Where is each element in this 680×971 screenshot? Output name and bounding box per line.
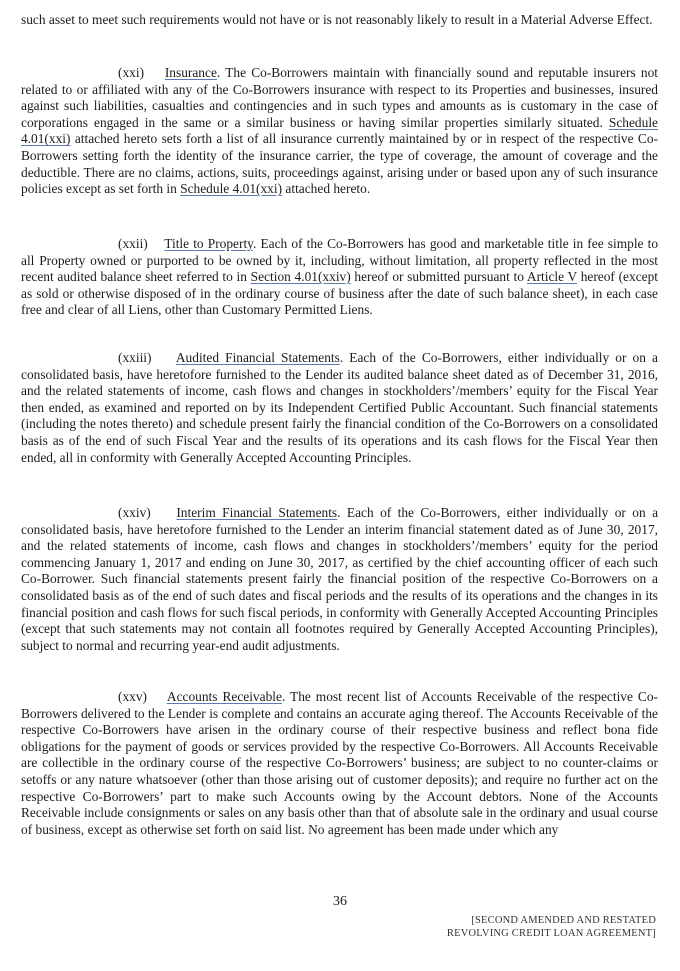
section-interim-financial-statements — [21, 505, 658, 654]
continuation-paragraph — [21, 12, 658, 29]
section-text: . The most recent list of Accounts Receivable of the respective Co-Borrowers delivered to the Lender is complete and contains an accurate aging thereof. The Accounts Receivable of the respective Co-Borrowers have arisen in the ordinary course of their respective business and reflect bona fide obligations for the payment of goods or services provided by the respective Co-Borrowers. All Accounts Receivable are collectible in the ordinary course of the respective Co-Borrowers’ business; are subject to no counter-claims or setoffs or any nature whatsoever (other than those arising out of customer deposits); and require no further act on the respective Co-Borrowers’ part to make such Accounts owing by the Account debtors. None of the Accounts Receivable include consignments or sales on any basis other than that of absolute sale in the ordinary and usual course of business, except as otherwise set forth on said list. No agreement has been made under which any — [21, 689, 659, 837]
section-number: (xxii) — [118, 236, 148, 251]
footer-line-2: REVOLVING CREDIT LOAN AGREEMENT] — [446, 928, 656, 939]
section-number: (xxiv) — [118, 505, 151, 520]
section-text: attached hereto sets forth a list of all insurance currently maintained by or in respect of the respective Co-Borrowers setting forth the identity of the insurance carrier, the type of coverage, the amount of coverage and the deductible. There are no claims, actions, suits, proceedings against, arising under or based upon any of such insurance policies except as set forth in — [21, 131, 658, 197]
section-insurance — [21, 65, 658, 198]
continuation-text: such asset to meet such requirements would not have or is not reasonably likely to result in a Material Adverse Effect. — [21, 12, 653, 27]
section-text: . The Co-Borrowers maintain with financially sound and reputable insurers not related to or affiliated with any of the Co-Borrowers insurance with respect to its Properties and businesses, insured against such liabilities, casualties and contingencies and in such types and amounts as is customary in the case of corporations engaged in the same or a similar business or having similar properties similarly situated. — [21, 65, 659, 130]
cross-reference: Schedule 4.01(xxi) — [21, 114, 658, 147]
section-heading: Accounts Receivable — [166, 689, 282, 704]
section-number: (xxiii) — [118, 350, 152, 365]
cross-reference: Schedule 4.01(xxi) — [180, 181, 283, 197]
section-heading: Title to Property — [164, 236, 253, 251]
section-title-to-property — [21, 236, 658, 319]
section-text: attached hereto. — [282, 181, 371, 197]
section-accounts-receivable — [21, 689, 658, 838]
page-number: 36 — [333, 894, 347, 909]
section-heading: Insurance — [164, 65, 217, 80]
document-footer — [356, 914, 656, 940]
section-number: (xxv) — [118, 689, 148, 704]
section-heading: Interim Financial Statements — [176, 505, 338, 520]
section-heading: Audited Financial Statements — [175, 350, 340, 365]
section-text: hereof (except as sold or otherwise disposed of in the ordinary course of business after the date of such balance sheet), in each case free and clear of all Liens, other than Customary Permitted Liens. — [21, 269, 658, 318]
section-text: . Each of the Co-Borrowers has good and marketable title in fee simple to all Property owned or purported to be owned by it, including, without limitation, all property reflected in the most recent audited balance sheet referred to in — [21, 236, 659, 285]
section-text: hereof or submitted pursuant to — [350, 269, 527, 285]
section-text: . Each of the Co-Borrowers, either individually or on a consolidated basis, have heretofore furnished to the Lender its audited balance sheet dated as of December 31, 2016, and the related statements of income, cash flows and changes in stockholders’/members’ equity for the Fiscal Year then ended, as examined and reported on by its Independent Certified Public Accountant. Such financial statements (including the notes thereto) and schedule present fairly the financial condition of the Co-Borrowers on a consolidated basis as of the end of such Fiscal Year and the results of its operations and its cash flows for the Fiscal Year then ended, all in conformity with Generally Accepted Accounting Principles. — [21, 350, 658, 465]
section-audited-financial-statements — [21, 350, 658, 466]
cross-reference: Article V — [526, 269, 577, 285]
cross-reference: Section 4.01(xxiv) — [250, 269, 351, 285]
footer-line-1: [SECOND AMENDED AND RESTATED — [471, 915, 656, 926]
section-text: . Each of the Co-Borrowers, either individually or on a consolidated basis, have heretofore furnished to the Lender an interim financial statement dated as of June 30, 2017, and the related statements of income, cash flows and changes in stockholders’/members’ equity for the period commencing January 1, 2017 and ending on June 30, 2017, as certified by the chief accounting officer of each such Co-Borrower. Such financial statements present fairly the financial position of the respective Co-Borrowers on a consolidated basis as of the end of such dates and fiscal periods and the results of its operations and the changes in its financial position and cash flows for such fiscal periods, in conformity with Generally Accepted Accounting Principles (except that such statements may not contain all footnotes required by Generally Accepted Accounting Principles), subject to normal and recurring year-end audit adjustments. — [21, 505, 659, 653]
section-number: (xxi) — [118, 65, 145, 80]
